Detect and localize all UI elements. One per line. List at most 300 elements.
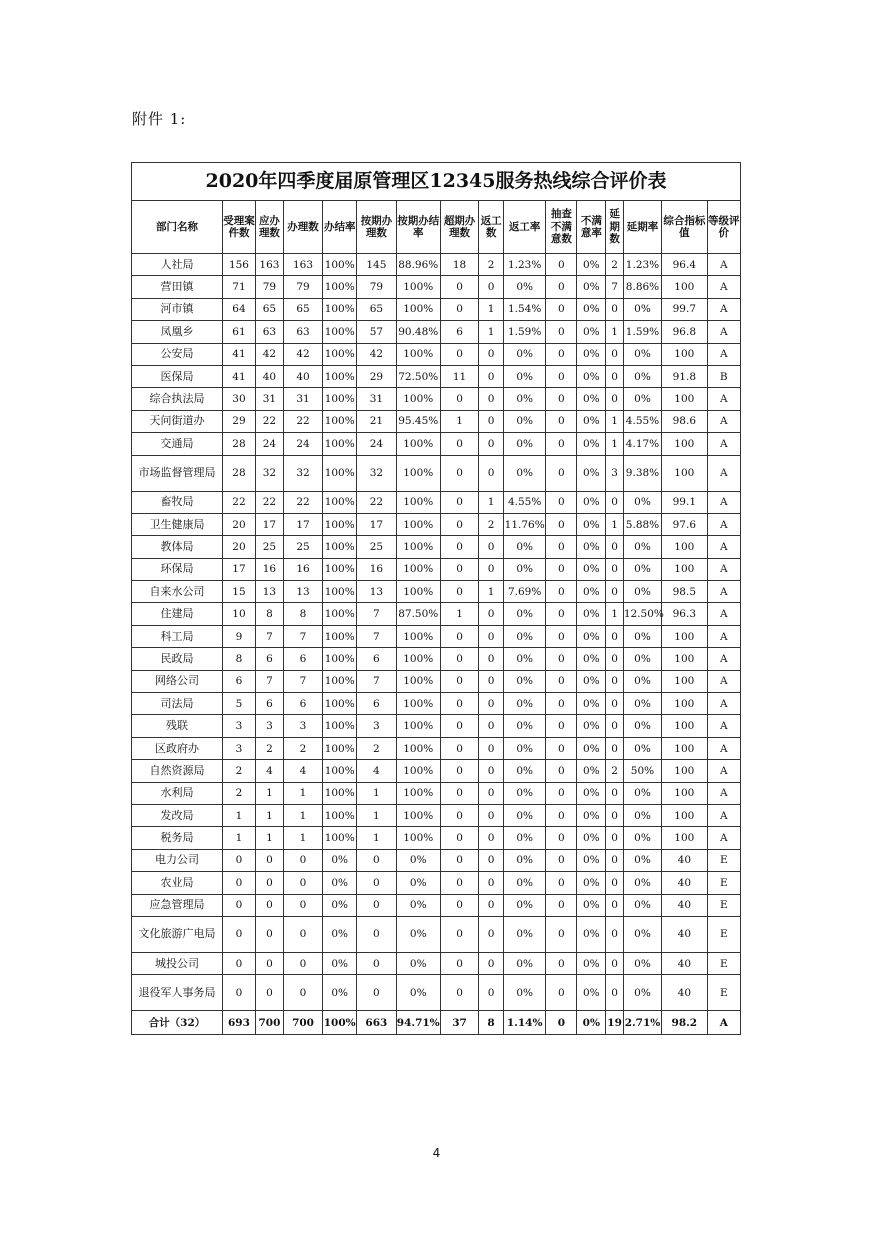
table-cell: 0 bbox=[222, 849, 255, 871]
table-cell: A bbox=[707, 737, 740, 759]
table-cell: 0% bbox=[577, 513, 606, 535]
table-cell: 0% bbox=[623, 827, 661, 849]
department-name-cell: 交通局 bbox=[132, 433, 223, 455]
table-cell: 63 bbox=[283, 321, 322, 343]
table-cell: 0 bbox=[479, 975, 504, 1011]
table-cell: 1.59% bbox=[503, 321, 545, 343]
table-cell: 0 bbox=[256, 849, 284, 871]
table-row bbox=[132, 894, 741, 916]
table-cell: 100% bbox=[396, 276, 440, 298]
table-cell: 0 bbox=[357, 952, 396, 974]
table-cell: 0 bbox=[479, 536, 504, 558]
table-cell: A bbox=[707, 298, 740, 320]
table-cell: 0 bbox=[546, 952, 577, 974]
department-name-cell: 人社局 bbox=[132, 254, 223, 276]
table-row bbox=[132, 536, 741, 558]
table-cell: 0% bbox=[503, 952, 545, 974]
table-cell: 90.48% bbox=[396, 321, 440, 343]
table-cell: 100% bbox=[396, 737, 440, 759]
table-cell: 100 bbox=[662, 558, 707, 580]
table-cell: 100 bbox=[662, 670, 707, 692]
table-cell: 1 bbox=[440, 603, 478, 625]
table-cell: 0 bbox=[606, 849, 624, 871]
table-cell: 0 bbox=[440, 513, 478, 535]
table-cell: 0 bbox=[479, 715, 504, 737]
table-cell: 97.6 bbox=[662, 513, 707, 535]
column-header: 应办理数 bbox=[256, 201, 284, 254]
table-cell: 100% bbox=[323, 715, 357, 737]
table-cell: 87.50% bbox=[396, 603, 440, 625]
table-cell: 0 bbox=[440, 952, 478, 974]
table-cell: E bbox=[707, 849, 740, 871]
table-cell: 4.55% bbox=[503, 491, 545, 513]
table-cell: 10 bbox=[222, 603, 255, 625]
table-cell: 0% bbox=[623, 894, 661, 916]
evaluation-table bbox=[131, 162, 741, 1035]
table-cell: 100 bbox=[662, 804, 707, 826]
table-cell: 0 bbox=[546, 536, 577, 558]
department-name-cell: 网络公司 bbox=[132, 670, 223, 692]
table-cell: A bbox=[707, 670, 740, 692]
table-cell: 0% bbox=[503, 894, 545, 916]
table-cell: 100 bbox=[662, 737, 707, 759]
table-cell: 100% bbox=[323, 625, 357, 647]
department-name-cell: 科工局 bbox=[132, 625, 223, 647]
table-cell: 0% bbox=[577, 693, 606, 715]
table-cell: 100 bbox=[662, 693, 707, 715]
table-cell: 7 bbox=[256, 670, 284, 692]
table-cell: 0 bbox=[440, 581, 478, 603]
table-cell: 0% bbox=[577, 782, 606, 804]
table-cell: 0 bbox=[440, 894, 478, 916]
table-cell: 100% bbox=[396, 536, 440, 558]
department-name-cell: 住建局 bbox=[132, 603, 223, 625]
table-cell: 100% bbox=[323, 693, 357, 715]
table-cell: 1 bbox=[479, 581, 504, 603]
table-cell: 3 bbox=[256, 715, 284, 737]
table-cell: 0 bbox=[546, 513, 577, 535]
department-name-cell: 医保局 bbox=[132, 365, 223, 387]
table-cell: 6 bbox=[440, 321, 478, 343]
table-cell: 100% bbox=[396, 581, 440, 603]
table-cell: 40 bbox=[256, 365, 284, 387]
table-cell: 2 bbox=[479, 254, 504, 276]
table-cell: 0% bbox=[577, 603, 606, 625]
table-cell: 17 bbox=[357, 513, 396, 535]
table-cell: 100% bbox=[323, 298, 357, 320]
table-cell: 0 bbox=[256, 872, 284, 894]
table-row bbox=[132, 827, 741, 849]
table-cell: 0% bbox=[623, 952, 661, 974]
table-cell: 100% bbox=[396, 782, 440, 804]
table-cell: 2 bbox=[222, 760, 255, 782]
table-cell: 18 bbox=[440, 254, 478, 276]
table-row bbox=[132, 693, 741, 715]
table-cell: 100% bbox=[323, 558, 357, 580]
department-name-cell: 农业局 bbox=[132, 872, 223, 894]
table-cell: 0 bbox=[606, 827, 624, 849]
table-cell: 0 bbox=[357, 872, 396, 894]
table-cell: A bbox=[707, 321, 740, 343]
table-cell: 0% bbox=[577, 343, 606, 365]
table-cell: 41 bbox=[222, 343, 255, 365]
table-cell: 0% bbox=[623, 365, 661, 387]
table-cell: 100 bbox=[662, 625, 707, 647]
table-cell: 0 bbox=[440, 433, 478, 455]
table-cell: 0% bbox=[503, 670, 545, 692]
table-title: 2020年四季度届原管理区12345服务热线综合评价表 bbox=[132, 163, 741, 201]
table-cell: 0% bbox=[503, 693, 545, 715]
table-row bbox=[132, 670, 741, 692]
table-cell: 40 bbox=[662, 849, 707, 871]
total-cell: 693 bbox=[222, 1011, 255, 1035]
table-cell: 100% bbox=[396, 670, 440, 692]
table-cell: 5 bbox=[222, 693, 255, 715]
table-cell: 0% bbox=[623, 804, 661, 826]
table-cell: 0% bbox=[577, 849, 606, 871]
table-cell: 0 bbox=[222, 916, 255, 952]
table-cell: 0 bbox=[479, 670, 504, 692]
table-cell: 0 bbox=[479, 849, 504, 871]
table-cell: A bbox=[707, 491, 740, 513]
table-cell: A bbox=[707, 827, 740, 849]
table-cell: 3 bbox=[222, 715, 255, 737]
department-name-cell: 公安局 bbox=[132, 343, 223, 365]
table-cell: 100 bbox=[662, 343, 707, 365]
table-cell: 32 bbox=[256, 455, 284, 491]
table-cell: 31 bbox=[256, 388, 284, 410]
table-cell: 0% bbox=[577, 455, 606, 491]
table-cell: 0 bbox=[283, 849, 322, 871]
table-cell: 12.50% bbox=[623, 603, 661, 625]
table-cell: 0% bbox=[577, 670, 606, 692]
table-cell: 100% bbox=[396, 388, 440, 410]
table-cell: 1 bbox=[479, 491, 504, 513]
table-cell: 0 bbox=[606, 343, 624, 365]
table-cell: 0 bbox=[546, 894, 577, 916]
table-cell: 79 bbox=[256, 276, 284, 298]
table-cell: 0 bbox=[546, 455, 577, 491]
table-cell: 100% bbox=[323, 321, 357, 343]
department-name-cell: 河市镇 bbox=[132, 298, 223, 320]
table-row bbox=[132, 254, 741, 276]
table-cell: 0 bbox=[440, 975, 478, 1011]
table-cell: 8 bbox=[283, 603, 322, 625]
table-cell: 0 bbox=[479, 603, 504, 625]
department-name-cell: 司法局 bbox=[132, 693, 223, 715]
table-cell: 0% bbox=[503, 715, 545, 737]
table-cell: 1 bbox=[606, 603, 624, 625]
column-header: 受理案件数 bbox=[222, 201, 255, 254]
table-cell: 100% bbox=[323, 491, 357, 513]
table-cell: 0 bbox=[283, 975, 322, 1011]
table-cell: 0% bbox=[577, 827, 606, 849]
table-cell: 15 bbox=[222, 581, 255, 603]
table-cell: 65 bbox=[283, 298, 322, 320]
department-name-cell: 退役军人事务局 bbox=[132, 975, 223, 1011]
table-cell: 40 bbox=[662, 872, 707, 894]
table-cell: 0% bbox=[503, 455, 545, 491]
department-name-cell: 应急管理局 bbox=[132, 894, 223, 916]
table-cell: 4 bbox=[357, 760, 396, 782]
table-cell: 96.8 bbox=[662, 321, 707, 343]
table-cell: 163 bbox=[256, 254, 284, 276]
department-name-cell: 民政局 bbox=[132, 648, 223, 670]
department-name-cell: 城投公司 bbox=[132, 952, 223, 974]
table-cell: 0% bbox=[623, 693, 661, 715]
table-cell: 6 bbox=[357, 648, 396, 670]
table-cell: 0 bbox=[546, 975, 577, 1011]
table-cell: A bbox=[707, 536, 740, 558]
department-name-cell: 电力公司 bbox=[132, 849, 223, 871]
department-name-cell: 卫生健康局 bbox=[132, 513, 223, 535]
table-cell: 0% bbox=[623, 782, 661, 804]
table-cell: 13 bbox=[256, 581, 284, 603]
table-row bbox=[132, 952, 741, 974]
table-row bbox=[132, 276, 741, 298]
table-cell: 0% bbox=[623, 715, 661, 737]
table-row bbox=[132, 648, 741, 670]
table-cell: 0 bbox=[479, 343, 504, 365]
table-cell: 0 bbox=[606, 975, 624, 1011]
table-cell: 0 bbox=[479, 410, 504, 432]
table-cell: 40 bbox=[662, 975, 707, 1011]
table-cell: A bbox=[707, 581, 740, 603]
table-cell: 7 bbox=[256, 625, 284, 647]
table-cell: 40 bbox=[662, 916, 707, 952]
table-cell: 4.55% bbox=[623, 410, 661, 432]
table-cell: 40 bbox=[662, 894, 707, 916]
table-cell: 0 bbox=[546, 715, 577, 737]
table-cell: 0 bbox=[479, 365, 504, 387]
table-cell: 0% bbox=[503, 975, 545, 1011]
total-row bbox=[132, 1011, 741, 1035]
table-cell: 17 bbox=[256, 513, 284, 535]
table-cell: A bbox=[707, 603, 740, 625]
table-cell: 0 bbox=[546, 804, 577, 826]
table-cell: 1.59% bbox=[623, 321, 661, 343]
table-cell: 95.45% bbox=[396, 410, 440, 432]
table-cell: 24 bbox=[256, 433, 284, 455]
total-cell: 700 bbox=[283, 1011, 322, 1035]
table-cell: E bbox=[707, 952, 740, 974]
table-cell: 0 bbox=[546, 648, 577, 670]
table-cell: 0 bbox=[440, 455, 478, 491]
table-cell: 28 bbox=[222, 433, 255, 455]
page-number: 4 bbox=[432, 1146, 441, 1160]
table-cell: 0 bbox=[606, 952, 624, 974]
table-cell: 0% bbox=[396, 872, 440, 894]
total-cell: 2.71% bbox=[623, 1011, 661, 1035]
table-cell: 0% bbox=[396, 975, 440, 1011]
table-cell: E bbox=[707, 894, 740, 916]
table-cell: 0% bbox=[623, 625, 661, 647]
total-cell: 8 bbox=[479, 1011, 504, 1035]
table-cell: 0% bbox=[323, 894, 357, 916]
table-cell: 1 bbox=[283, 782, 322, 804]
table-cell: 4 bbox=[283, 760, 322, 782]
table-cell: 98.5 bbox=[662, 581, 707, 603]
table-cell: 100 bbox=[662, 760, 707, 782]
table-cell: 2 bbox=[606, 760, 624, 782]
table-cell: 7 bbox=[357, 670, 396, 692]
table-cell: 0 bbox=[606, 298, 624, 320]
table-cell: 0 bbox=[606, 536, 624, 558]
table-cell: 1.23% bbox=[503, 254, 545, 276]
total-cell: 94.71% bbox=[396, 1011, 440, 1035]
table-cell: 42 bbox=[283, 343, 322, 365]
table-cell: 0% bbox=[577, 975, 606, 1011]
table-cell: 1 bbox=[357, 827, 396, 849]
table-cell: 0% bbox=[323, 975, 357, 1011]
table-cell: 29 bbox=[222, 410, 255, 432]
table-cell: 0 bbox=[606, 670, 624, 692]
table-row bbox=[132, 804, 741, 826]
table-cell: A bbox=[707, 455, 740, 491]
department-name-cell: 水利局 bbox=[132, 782, 223, 804]
table-cell: 0 bbox=[440, 760, 478, 782]
table-cell: 100 bbox=[662, 276, 707, 298]
table-cell: 0% bbox=[503, 760, 545, 782]
table-cell: 0 bbox=[479, 648, 504, 670]
department-name-cell: 残联 bbox=[132, 715, 223, 737]
table-cell: A bbox=[707, 513, 740, 535]
table-cell: 3 bbox=[357, 715, 396, 737]
table-cell: 0 bbox=[479, 827, 504, 849]
table-cell: 0% bbox=[503, 804, 545, 826]
table-cell: 0% bbox=[503, 648, 545, 670]
table-cell: 100% bbox=[323, 581, 357, 603]
table-cell: A bbox=[707, 625, 740, 647]
table-cell: 0 bbox=[479, 894, 504, 916]
table-cell: 100% bbox=[396, 827, 440, 849]
column-header: 不满意率 bbox=[577, 201, 606, 254]
table-cell: 0% bbox=[577, 365, 606, 387]
table-cell: 0 bbox=[606, 558, 624, 580]
table-cell: 0% bbox=[396, 849, 440, 871]
table-cell: 7.69% bbox=[503, 581, 545, 603]
table-row bbox=[132, 849, 741, 871]
table-cell: 40 bbox=[283, 365, 322, 387]
table-cell: 100% bbox=[323, 648, 357, 670]
table-cell: 0 bbox=[440, 298, 478, 320]
table-cell: 0 bbox=[546, 558, 577, 580]
table-cell: 6 bbox=[256, 693, 284, 715]
table-cell: 100 bbox=[662, 455, 707, 491]
table-cell: 0% bbox=[577, 276, 606, 298]
table-cell: 0 bbox=[546, 343, 577, 365]
table-body bbox=[132, 254, 741, 1035]
department-name-cell: 教体局 bbox=[132, 536, 223, 558]
table-cell: 0% bbox=[623, 343, 661, 365]
table-cell: 41 bbox=[222, 365, 255, 387]
table-cell: 1.54% bbox=[503, 298, 545, 320]
table-cell: 0 bbox=[357, 894, 396, 916]
table-cell: A bbox=[707, 648, 740, 670]
table-cell: 25 bbox=[283, 536, 322, 558]
table-cell: 0 bbox=[546, 916, 577, 952]
table-cell: 0% bbox=[503, 872, 545, 894]
table-row bbox=[132, 715, 741, 737]
table-cell: 100% bbox=[396, 298, 440, 320]
table-cell: 0 bbox=[546, 782, 577, 804]
total-cell: 37 bbox=[440, 1011, 478, 1035]
table-row bbox=[132, 916, 741, 952]
total-label-cell: 合计（32） bbox=[132, 1011, 223, 1035]
table-cell: 3 bbox=[222, 737, 255, 759]
table-cell: 0 bbox=[606, 804, 624, 826]
table-cell: 7 bbox=[283, 670, 322, 692]
table-cell: 0% bbox=[577, 558, 606, 580]
table-cell: 0 bbox=[222, 872, 255, 894]
table-cell: 0 bbox=[546, 849, 577, 871]
table-cell: 6 bbox=[357, 693, 396, 715]
table-row bbox=[132, 365, 741, 387]
table-cell: 163 bbox=[283, 254, 322, 276]
table-cell: 98.6 bbox=[662, 410, 707, 432]
table-cell: 0 bbox=[546, 254, 577, 276]
table-cell: 0 bbox=[283, 894, 322, 916]
department-name-cell: 畜牧局 bbox=[132, 491, 223, 513]
column-header: 抽查不满意数 bbox=[546, 201, 577, 254]
table-cell: 0% bbox=[623, 581, 661, 603]
table-cell: 100% bbox=[396, 455, 440, 491]
table-cell: 0% bbox=[577, 952, 606, 974]
table-cell: 0 bbox=[479, 737, 504, 759]
table-cell: 0% bbox=[323, 916, 357, 952]
table-cell: 0% bbox=[396, 916, 440, 952]
table-cell: 0 bbox=[546, 581, 577, 603]
table-cell: 0 bbox=[479, 872, 504, 894]
table-cell: 20 bbox=[222, 513, 255, 535]
table-cell: 0 bbox=[479, 625, 504, 647]
department-name-cell: 市场监督管理局 bbox=[132, 455, 223, 491]
table-cell: 57 bbox=[357, 321, 396, 343]
table-cell: 5.88% bbox=[623, 513, 661, 535]
table-cell: A bbox=[707, 276, 740, 298]
table-cell: 0 bbox=[440, 491, 478, 513]
table-cell: 0 bbox=[546, 365, 577, 387]
table-cell: 0 bbox=[256, 952, 284, 974]
table-cell: 22 bbox=[256, 491, 284, 513]
table-cell: 0 bbox=[546, 693, 577, 715]
table-cell: 100% bbox=[323, 827, 357, 849]
table-cell: 6 bbox=[283, 648, 322, 670]
table-cell: 100% bbox=[396, 648, 440, 670]
column-header: 办理数 bbox=[283, 201, 322, 254]
table-cell: 22 bbox=[283, 491, 322, 513]
table-cell: 0% bbox=[577, 298, 606, 320]
table-cell: 0 bbox=[440, 670, 478, 692]
table-cell: 2 bbox=[256, 737, 284, 759]
table-cell: B bbox=[707, 365, 740, 387]
table-cell: 100% bbox=[323, 670, 357, 692]
table-row bbox=[132, 782, 741, 804]
table-cell: 0 bbox=[479, 760, 504, 782]
table-cell: 1 bbox=[256, 804, 284, 826]
table-cell: 7 bbox=[606, 276, 624, 298]
table-cell: 0 bbox=[546, 827, 577, 849]
table-cell: 0% bbox=[623, 298, 661, 320]
table-cell: 100% bbox=[396, 343, 440, 365]
column-header: 延期率 bbox=[623, 201, 661, 254]
table-cell: 1.23% bbox=[623, 254, 661, 276]
table-cell: 30 bbox=[222, 388, 255, 410]
table-cell: 0 bbox=[546, 276, 577, 298]
table-cell: 79 bbox=[357, 276, 396, 298]
table-cell: 22 bbox=[222, 491, 255, 513]
table-cell: 2 bbox=[283, 737, 322, 759]
